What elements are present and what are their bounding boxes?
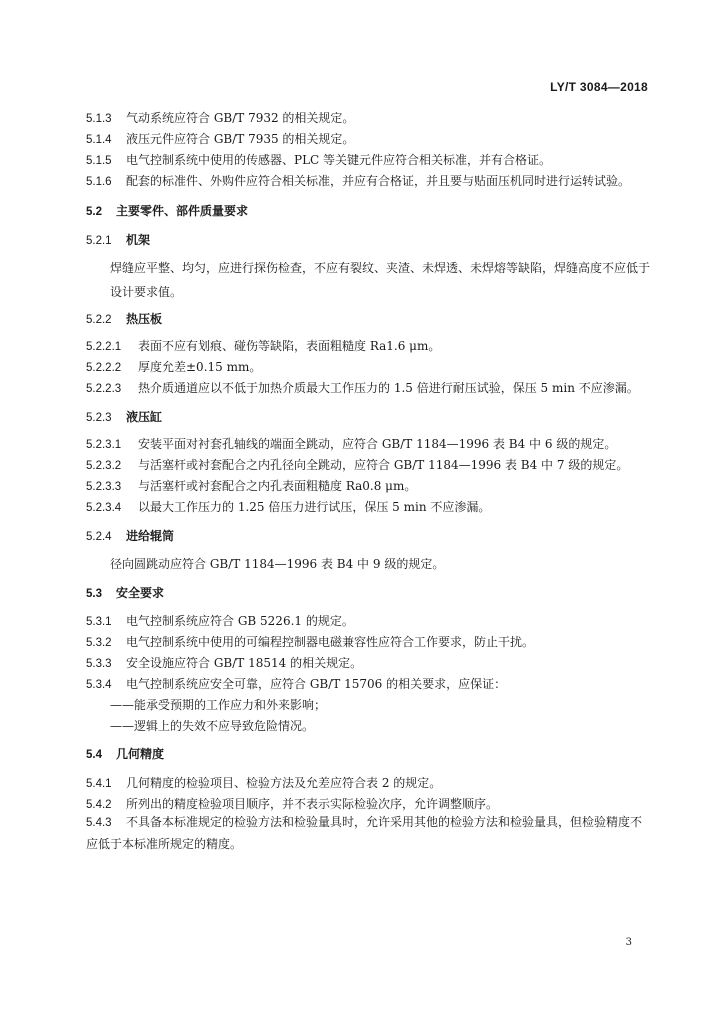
clause-5-2-3-2: 5.2.3.2 与活塞杆或衬套配合之内孔径向全跳动，应符合 GB/T 1184—1996 表 B4 中 7 级的规定。 xyxy=(86,458,629,472)
clause-5-3-3: 5.3.3 安全设施应符合 GB/T 18514 的相关规定。 xyxy=(86,656,363,670)
clause-5-2-2-1: 5.2.2.1 表面不应有划痕、碰伤等缺陷，表面粗糙度 Ra1.6 μm。 xyxy=(86,339,441,353)
list-item: ——逻辑上的失效不应导致危险情况。 xyxy=(110,719,315,733)
section-5-2-2-heading: 5.2.2 热压板 xyxy=(86,312,163,326)
clause-5-2-3-4: 5.2.3.4 以最大工作压力的 1.25 倍压力进行试压，保压 5 min 不应渗漏。 xyxy=(86,500,491,514)
clause-5-1-4: 5.1.4 液压元件应符合 GB/T 7935 的相关规定。 xyxy=(86,132,355,146)
clause-5-1-6: 5.1.6 配套的标准件、外购件应符合相关标准，并应有合格证，并且要与贴面压机同时进行运转试验。 xyxy=(86,174,631,188)
clause-5-2-3-1: 5.2.3.1 安装平面对衬套孔轴线的端面全跳动，应符合 GB/T 1184—1996 表 B4 中 6 级的规定。 xyxy=(86,437,617,451)
paragraph-frame-weld: 焊缝应平整、均匀，应进行探伤检查，不应有裂纹、夹渣、未焊透、未焊熔等缺陷，焊缝高度不应低于设计要求值。 xyxy=(110,261,651,299)
clause-5-1-5: 5.1.5 电气控制系统中使用的传感器、PLC 等关键元件应符合相关标准，并有合格证。 xyxy=(86,153,552,167)
section-5-4-heading: 5.4 几何精度 xyxy=(86,747,165,761)
clause-5-3-1: 5.3.1 电气控制系统应符合 GB 5226.1 的规定。 xyxy=(86,614,354,628)
standard-number: LY/T 3084—2018 xyxy=(550,80,648,94)
clause-5-2-3-3: 5.2.3.3 与活塞杆或衬套配合之内孔表面粗糙度 Ra0.8 μm。 xyxy=(86,479,417,493)
paragraph-feed-roller: 径向圆跳动应符合 GB/T 1184—1996 表 B4 中 9 级的规定。 xyxy=(110,557,445,571)
section-5-2-heading: 5.2 主要零件、部件质量要求 xyxy=(86,204,249,218)
clause-5-4-2: 5.4.2 所列出的精度检验项目顺序，并不表示实际检验次序，允许调整顺序。 xyxy=(86,797,499,811)
section-5-3-heading: 5.3 安全要求 xyxy=(86,586,165,600)
list-item: ——能承受预期的工作应力和外来影响； xyxy=(110,698,327,712)
clause-5-3-2: 5.3.2 电气控制系统中使用的可编程控制器电磁兼容性应符合工作要求，防止干扰。 xyxy=(86,635,535,649)
page-number: 3 xyxy=(625,937,632,948)
section-5-2-1-heading: 5.2.1 机架 xyxy=(86,233,151,247)
clause-5-2-2-3: 5.2.2.3 热介质通道应以不低于加热介质最大工作压力的 1.5 倍进行耐压试验，保压 5 min 不应渗漏。 xyxy=(86,381,639,395)
clause-5-1-3: 5.1.3 气动系统应符合 GB/T 7932 的相关规定。 xyxy=(86,111,355,125)
section-5-2-3-heading: 5.2.3 液压缸 xyxy=(86,410,163,424)
clause-5-3-4: 5.3.4 电气控制系统应安全可靠，应符合 GB/T 15706 的相关要求，应保证： xyxy=(86,677,507,691)
clause-5-4-1: 5.4.1 几何精度的检验项目、检验方法及允差应符合表 2 的规定。 xyxy=(86,776,442,790)
clause-5-2-2-2: 5.2.2.2 厚度允差±0.15 mm。 xyxy=(86,360,262,374)
clause-5-4-3: 5.4.3 不具备本标准规定的检验方法和检验量具时，允许采用其他的检验方法和检验量具，但检验精度不应低于本标准所规定的精度。 xyxy=(86,815,643,851)
section-5-2-4-heading: 5.2.4 进给辊筒 xyxy=(86,529,175,543)
